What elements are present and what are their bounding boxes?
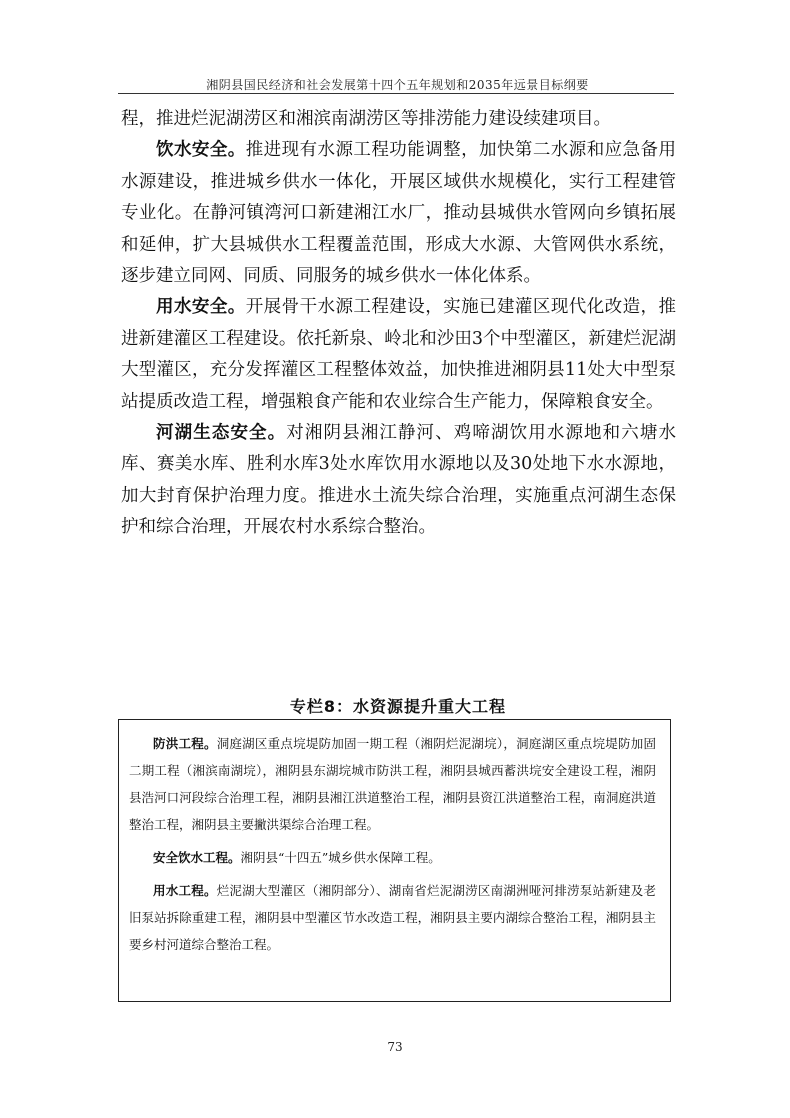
box-item-water-use: [129, 877, 656, 958]
paragraph-lead: 饮水安全。: [156, 140, 246, 161]
paragraph-lead: 用水安全。: [156, 297, 246, 318]
box-item-flood-control: [129, 730, 656, 838]
paragraph-text: 开展骨干水源工程建设，实施已建灌区现代化改造，推进新建灌区工程建设。依托新泉、岭北和沙田3个中型灌区，新建烂泥湖大型灌区，充分发挥灌区工程整体效益，加快推进湘阴县11处大中型泵站提质改造工程，增强粮食产能和农业综合生产能力，保障粮食安全。: [121, 297, 677, 412]
box-item-lead: 用水工程。: [153, 883, 217, 898]
box-item-lead: 安全饮水工程。: [153, 850, 241, 865]
body-text: [121, 104, 676, 544]
paragraph-text: 推进现有水源工程功能调整，加快第二水源和应急备用水源建设，推进城乡供水一体化，开展区域供水规模化，实行工程建管专业化。在静河镇湾河口新建湘江水厂，推动县城供水管网向乡镇拓展和延伸，扩大县城供水工程覆盖范围，形成大水源、大管网供水系统，逐步建立同网、同质、同服务的城乡供水一体化体系。: [121, 140, 677, 287]
box-item-lead: 防洪工程。: [153, 736, 217, 751]
running-header: 湘阴县国民经济和社会发展第十四个五年规划和2035年远景目标纲要: [206, 78, 589, 92]
box-item-text: 洞庭湖区重点垸堤防加固一期工程（湘阴烂泥湖垸），洞庭湖区重点垸堤防加固二期工程（湘滨南湖垸），湘阴县东湖垸城市防洪工程，湘阴县城西蓄洪垸安全建设工程，湘阴县浩河口河段综合治理工程，湘阴县湘江洪道整治工程，湘阴县资江洪道整治工程，南洞庭洪道整治工程，湘阴县主要撇洪渠综合治理工程。: [129, 736, 656, 832]
paragraph-river-lake-ecology: [121, 418, 676, 544]
page-number: 73: [387, 1040, 403, 1054]
paragraph-drinking-water: [121, 135, 676, 292]
box-item-text: 湘阴县“十四五”城乡供水保障工程。: [240, 850, 441, 865]
box-item-drinking-water: [129, 844, 656, 871]
paragraph-water-use: [121, 292, 676, 418]
paragraph-lead: 河湖生态安全。: [156, 423, 287, 444]
paragraph-text: 对湘阴县湘江静河、鸡啼湖饮用水源地和六塘水库、赛美水库、胜利水库3处水库饮用水源地以及30处地下水水源地，加大封育保护治理力度。推进水土流失综合治理，实施重点河湖生态保护和综合治理，开展农村水系综合整治。: [121, 423, 677, 538]
feature-box: [118, 719, 671, 1002]
paragraph-continuation: 程，推进烂泥湖涝区和湘滨南湖涝区等排涝能力建设续建项目。: [121, 109, 611, 129]
header-divider: [118, 93, 674, 94]
box-title: 专栏8：水资源提升重大工程: [289, 697, 507, 716]
box-item-text: 烂泥湖大型灌区（湘阴部分）、湖南省烂泥湖涝区南湖洲哑河排涝泵站新建及老旧泵站拆除重建工程，湘阴县中型灌区节水改造工程，湘阴县主要内湖综合整治工程，湘阴县主要乡村河道综合整治工程。: [129, 883, 656, 952]
